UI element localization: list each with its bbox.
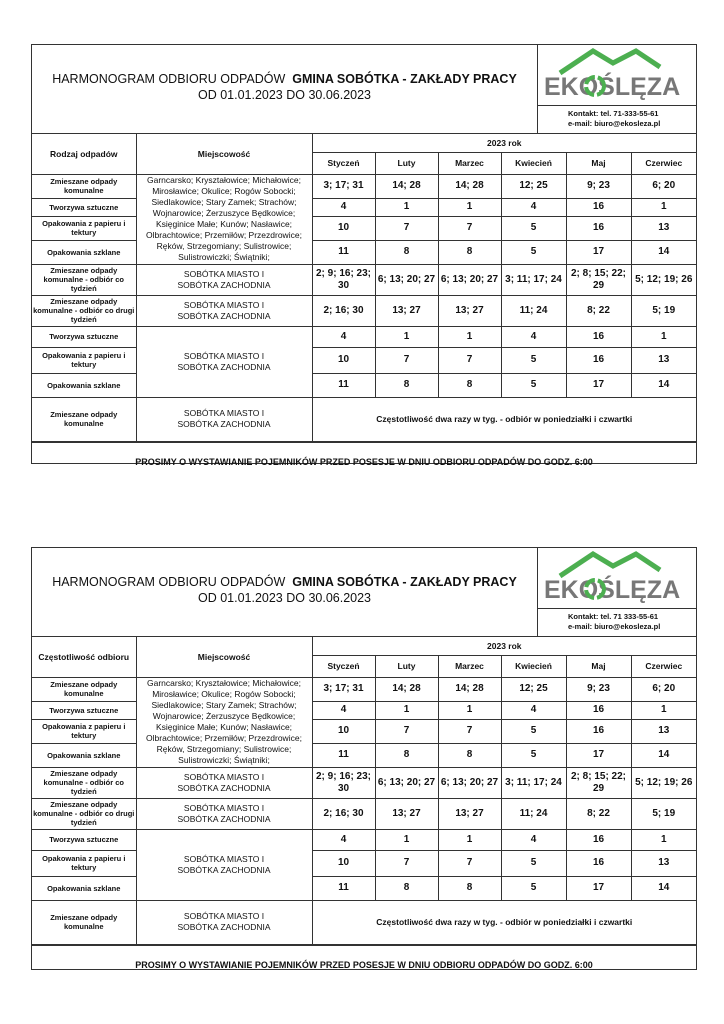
date-cell: 8; 22	[566, 798, 631, 829]
contact-info	[537, 609, 695, 636]
locations-cell: Garncarsko; Kryształowice; Michałowice; Mirosławice; Okulice; Rogów Sobocki; Siedlakowice; Stary Zamek; Strachów; Wojnarowice; Żerzuszyce Będkowice; Księginice Małe; Kunów; Nasławice; Olbrachtowice; Przemiłów; Przezdrowice; Ręków, Strzegomiany; Sulistrowice; Sulistrowiczki; Świątniki;	[136, 677, 312, 767]
date-cell: 8	[375, 743, 438, 767]
location-header: Miejscowość	[136, 134, 312, 174]
date-cell: 5	[501, 719, 566, 743]
date-cell: 17	[566, 876, 631, 900]
table-row	[32, 347, 696, 373]
date-cell: 3; 11; 17; 24	[501, 767, 566, 798]
location-cell: SOBÓTKA MIASTO I SOBÓTKA ZACHODNIA	[136, 295, 312, 326]
table-row	[32, 850, 696, 876]
sheet-header	[32, 45, 696, 134]
table-row	[32, 719, 696, 743]
date-cell: 1	[631, 326, 696, 347]
date-cell: 6; 13; 20; 27	[375, 767, 438, 798]
date-cell: 6; 20	[631, 174, 696, 198]
waste-type-cell: Opakowania szklane	[32, 373, 136, 397]
table-row	[32, 677, 696, 701]
date-cell: 4	[501, 701, 566, 719]
contact-phone: Kontakt: tel. 71 333-55-61	[568, 612, 659, 621]
month-header: Kwiecień	[501, 152, 566, 174]
date-cell: 5; 12; 19; 26	[631, 264, 696, 295]
date-cell: 5	[501, 240, 566, 264]
date-cell: 9; 23	[566, 174, 631, 198]
date-cell: 1	[375, 829, 438, 850]
date-cell: 1	[631, 829, 696, 850]
table-row	[32, 397, 696, 441]
date-cell: 11; 24	[501, 798, 566, 829]
date-cell: 4	[501, 326, 566, 347]
location-cell: SOBÓTKA MIASTO I SOBÓTKA ZACHODNIA	[136, 264, 312, 295]
location-cell: SOBÓTKA MIASTO I SOBÓTKA ZACHODNIA	[136, 326, 312, 397]
waste-type-cell: Opakowania z papieru i tektury	[32, 216, 136, 240]
waste-type-cell: Opakowania z papieru i tektury	[32, 347, 136, 373]
title-bold: GMINA SOBÓTKA - ZAKŁADY PRACY	[292, 575, 517, 589]
location-cell: SOBÓTKA MIASTO I SOBÓTKA ZACHODNIA	[136, 900, 312, 944]
date-cell: 11	[312, 743, 375, 767]
date-cell: 14	[631, 876, 696, 900]
date-cell: 14	[631, 373, 696, 397]
contact-email: e-mail: biuro@ekosleza.pl	[568, 119, 661, 128]
date-cell: 7	[438, 850, 501, 876]
date-cell: 4	[312, 198, 375, 216]
date-cell: 5; 12; 19; 26	[631, 767, 696, 798]
title-bold: GMINA SOBÓTKA - ZAKŁADY PRACY	[292, 72, 517, 86]
date-cell: 11	[312, 876, 375, 900]
date-cell: 6; 13; 20; 27	[375, 264, 438, 295]
waste-type-cell: Opakowania z papieru i tektury	[32, 850, 136, 876]
frequency-note: Częstotliwość dwa razy w tyg. - odbiór w poniedziałki i czwartki	[312, 900, 696, 944]
location-header: Miejscowość	[136, 637, 312, 677]
date-cell: 8	[438, 876, 501, 900]
year-header: 2023 rok	[312, 637, 696, 655]
date-cell: 13; 27	[375, 295, 438, 326]
location-cell: SOBÓTKA MIASTO I SOBÓTKA ZACHODNIA	[136, 767, 312, 798]
date-cell: 17	[566, 240, 631, 264]
date-cell: 12; 25	[501, 677, 566, 701]
table-row	[32, 240, 696, 264]
date-cell: 4	[312, 829, 375, 850]
date-cell: 13; 27	[375, 798, 438, 829]
date-cell: 14; 28	[375, 677, 438, 701]
month-header: Luty	[375, 152, 438, 174]
company-logo	[537, 548, 696, 609]
table-row	[32, 295, 696, 326]
table-row	[32, 174, 696, 198]
waste-type-cell: Tworzywa sztuczne	[32, 701, 136, 719]
date-cell: 10	[312, 850, 375, 876]
date-cell: 17	[566, 743, 631, 767]
date-cell: 5	[501, 347, 566, 373]
date-cell: 4	[501, 829, 566, 850]
date-cell: 7	[375, 216, 438, 240]
contact-email: e-mail: biuro@ekosleza.pl	[568, 622, 661, 631]
date-cell: 14; 28	[438, 174, 501, 198]
date-cell: 6; 13; 20; 27	[438, 264, 501, 295]
date-cell: 8; 22	[566, 295, 631, 326]
date-cell: 14	[631, 743, 696, 767]
date-cell: 14; 28	[375, 174, 438, 198]
date-cell: 2; 9; 16; 23; 30	[312, 767, 375, 798]
date-cell: 2; 8; 15; 22; 29	[566, 767, 631, 798]
table-row	[32, 900, 696, 944]
date-cell: 1	[375, 326, 438, 347]
date-cell: 13	[631, 347, 696, 373]
date-cell: 14; 28	[438, 677, 501, 701]
month-header: Marzec	[438, 655, 501, 677]
date-cell: 1	[438, 326, 501, 347]
location-cell: SOBÓTKA MIASTO I SOBÓTKA ZACHODNIA	[136, 798, 312, 829]
date-cell: 5	[501, 850, 566, 876]
date-cell: 1	[631, 701, 696, 719]
month-header: Styczeń	[312, 152, 375, 174]
month-header: Luty	[375, 655, 438, 677]
date-cell: 7	[438, 719, 501, 743]
month-header: Czerwiec	[631, 655, 696, 677]
date-cell: 8	[438, 240, 501, 264]
date-cell: 5; 19	[631, 798, 696, 829]
date-cell: 13	[631, 850, 696, 876]
month-header: Marzec	[438, 152, 501, 174]
waste-type-cell: Zmieszane odpady komunalne - odbiór co drugi tydzień	[33, 297, 135, 324]
waste-type-cell: Opakowania szklane	[32, 240, 136, 264]
schedule-sheet-1	[31, 44, 697, 467]
logo-text: EKOŚLĘZA	[544, 576, 681, 604]
location-cell: SOBÓTKA MIASTO I SOBÓTKA ZACHODNIA	[136, 829, 312, 900]
month-header: Czerwiec	[631, 152, 696, 174]
waste-type-cell: Zmieszane odpady komunalne - odbiór co drugi tydzień	[33, 800, 135, 827]
date-cell: 2; 8; 15; 22; 29	[566, 264, 631, 295]
title-prefix: HARMONOGRAM ODBIORU ODPADÓW	[52, 72, 286, 86]
waste-type-cell: Zmieszane odpady komunalne	[32, 900, 136, 944]
date-cell: 16	[566, 326, 631, 347]
locations-cell: Garncarsko; Kryształowice; Michałowice; Mirosławice; Okulice; Rogów Sobocki; Siedlakowice; Stary Zamek; Strachów; Wojnarowice; Żerzuszyce Będkowice; Księginice Małe; Kunów; Nasławice; Olbrachtowice; Przemiłów; Przezdrowice; Ręków, Strzegomiany; Sulistrowice; Sulistrowiczki; Świątniki;	[136, 174, 312, 264]
date-cell: 5	[501, 216, 566, 240]
date-cell: 1	[375, 701, 438, 719]
date-cell: 1	[375, 198, 438, 216]
date-cell: 6; 20	[631, 677, 696, 701]
date-cell: 16	[566, 216, 631, 240]
date-cell: 5	[501, 743, 566, 767]
date-cell: 5	[501, 876, 566, 900]
header-row	[32, 134, 696, 152]
date-cell: 11	[312, 240, 375, 264]
table-row	[32, 743, 696, 767]
table-row	[32, 829, 696, 850]
footer-notice: PROSIMY O WYSTAWIANIE POJEMNIKÓW PRZED POSESJE W DNIU ODBIORU ODPADÓW DO GODZ. 6:00	[32, 442, 696, 481]
table-row	[32, 373, 696, 397]
date-cell: 3; 17; 31	[312, 677, 375, 701]
year-header: 2023 rok	[312, 134, 696, 152]
date-cell: 8	[438, 743, 501, 767]
title-date-range: OD 01.01.2023 DO 30.06.2023	[197, 88, 372, 102]
first-column-header: Częstotliwość odbioru	[32, 637, 136, 677]
title-prefix: HARMONOGRAM ODBIORU ODPADÓW	[52, 575, 286, 589]
waste-type-cell: Tworzywa sztuczne	[32, 829, 136, 850]
date-cell: 2; 9; 16; 23; 30	[312, 264, 375, 295]
header-row	[32, 637, 696, 655]
date-cell: 9; 23	[566, 677, 631, 701]
date-cell: 7	[375, 347, 438, 373]
waste-type-cell: Zmieszane odpady komunalne	[32, 174, 136, 198]
frequency-note: Częstotliwość dwa razy w tyg. - odbiór w poniedziałki i czwartki	[312, 397, 696, 441]
sheet-header	[32, 548, 696, 637]
table-row	[32, 264, 696, 295]
date-cell: 11; 24	[501, 295, 566, 326]
table-row	[32, 216, 696, 240]
schedule-sheet-2	[31, 547, 697, 970]
date-cell: 13	[631, 719, 696, 743]
page-title	[32, 574, 537, 606]
date-cell: 10	[312, 216, 375, 240]
waste-type-cell: Tworzywa sztuczne	[32, 326, 136, 347]
waste-type-cell: Opakowania z papieru i tektury	[32, 719, 136, 743]
date-cell: 16	[566, 829, 631, 850]
date-cell: 1	[438, 701, 501, 719]
date-cell: 11	[312, 373, 375, 397]
date-cell: 16	[566, 701, 631, 719]
date-cell: 2; 16; 30	[312, 798, 375, 829]
waste-type-cell: Opakowania szklane	[32, 743, 136, 767]
table-row	[32, 876, 696, 900]
date-cell: 1	[438, 198, 501, 216]
date-cell: 14	[631, 240, 696, 264]
date-cell: 5; 19	[631, 295, 696, 326]
waste-type-cell: Zmieszane odpady komunalne	[32, 677, 136, 701]
waste-type-cell: Zmieszane odpady komunalne	[32, 397, 136, 441]
date-cell: 16	[566, 347, 631, 373]
date-cell: 7	[438, 216, 501, 240]
date-cell: 8	[375, 373, 438, 397]
contact-info	[537, 106, 695, 133]
title-date-range: OD 01.01.2023 DO 30.06.2023	[197, 591, 372, 605]
month-header: Kwiecień	[501, 655, 566, 677]
waste-type-cell: Tworzywa sztuczne	[32, 198, 136, 216]
schedule-table	[32, 637, 696, 945]
month-header: Styczeń	[312, 655, 375, 677]
table-row	[32, 767, 696, 798]
logo-text: EKOŚLĘZA	[544, 73, 681, 101]
first-column-header: Rodzaj odpadów	[32, 134, 136, 174]
date-cell: 3; 17; 31	[312, 174, 375, 198]
table-row	[32, 198, 696, 216]
date-cell: 12; 25	[501, 174, 566, 198]
month-header: Maj	[566, 655, 631, 677]
date-cell: 7	[438, 347, 501, 373]
table-row	[32, 326, 696, 347]
date-cell: 10	[312, 347, 375, 373]
waste-type-cell: Opakowania szklane	[32, 876, 136, 900]
date-cell: 6; 13; 20; 27	[438, 767, 501, 798]
waste-type-cell: Zmieszane odpady komunalne - odbiór co tydzień	[32, 767, 136, 798]
date-cell: 16	[566, 850, 631, 876]
date-cell: 17	[566, 373, 631, 397]
date-cell: 8	[438, 373, 501, 397]
waste-type-cell: Zmieszane odpady komunalne - odbiór co tydzień	[32, 264, 136, 295]
date-cell: 16	[566, 198, 631, 216]
contact-phone: Kontakt: tel. 71-333-55-61	[568, 109, 659, 118]
date-cell: 16	[566, 719, 631, 743]
table-row	[32, 701, 696, 719]
schedule-table	[32, 134, 696, 442]
date-cell: 1	[631, 198, 696, 216]
date-cell: 2; 16; 30	[312, 295, 375, 326]
company-logo	[537, 45, 696, 106]
date-cell: 13; 27	[438, 798, 501, 829]
date-cell: 7	[375, 719, 438, 743]
date-cell: 5	[501, 373, 566, 397]
date-cell: 1	[438, 829, 501, 850]
month-header: Maj	[566, 152, 631, 174]
page-title	[32, 71, 537, 103]
date-cell: 4	[501, 198, 566, 216]
table-row	[32, 798, 696, 829]
date-cell: 7	[375, 850, 438, 876]
date-cell: 10	[312, 719, 375, 743]
date-cell: 4	[312, 701, 375, 719]
date-cell: 3; 11; 17; 24	[501, 264, 566, 295]
date-cell: 13	[631, 216, 696, 240]
location-cell: SOBÓTKA MIASTO I SOBÓTKA ZACHODNIA	[136, 397, 312, 441]
footer-notice: PROSIMY O WYSTAWIANIE POJEMNIKÓW PRZED POSESJE W DNIU ODBIORU ODPADÓW DO GODZ. 6:00	[32, 945, 696, 984]
date-cell: 13; 27	[438, 295, 501, 326]
date-cell: 8	[375, 240, 438, 264]
date-cell: 4	[312, 326, 375, 347]
date-cell: 8	[375, 876, 438, 900]
